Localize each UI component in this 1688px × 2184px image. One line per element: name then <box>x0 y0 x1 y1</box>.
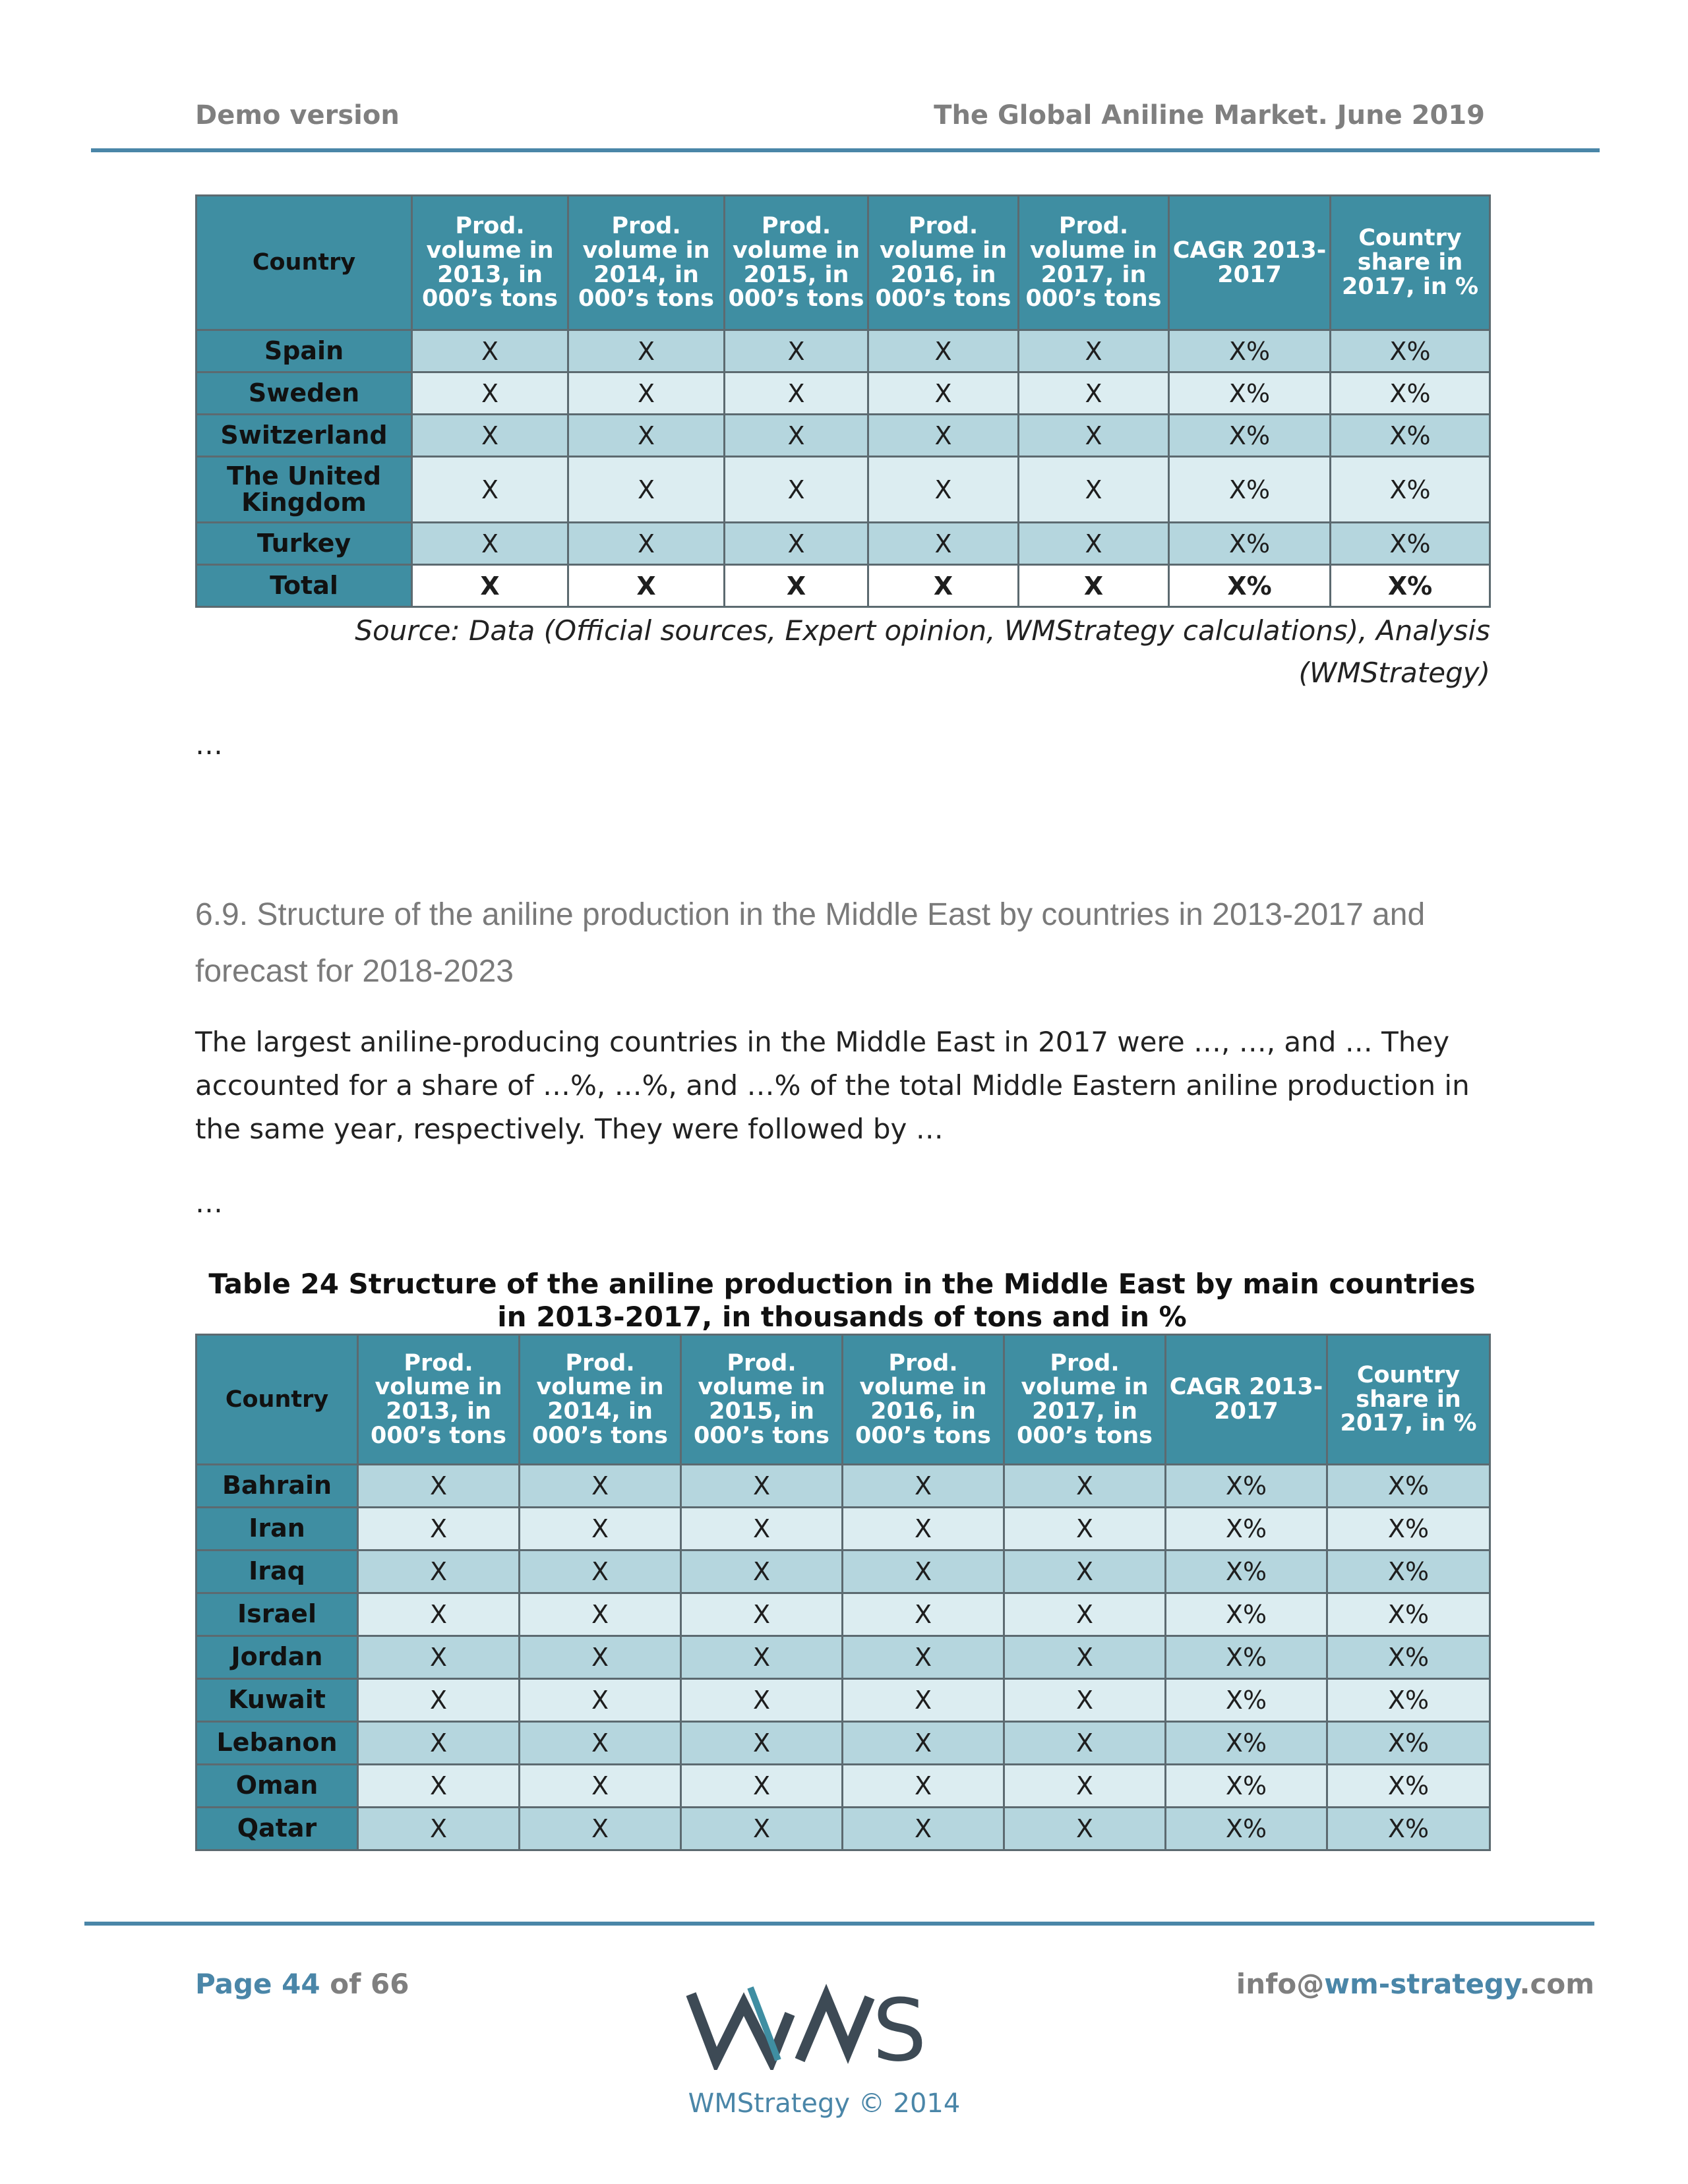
table-cell: X <box>868 415 1019 457</box>
table-cell: X <box>520 1550 681 1593</box>
row-country: Kuwait <box>196 1679 358 1722</box>
table-header-row <box>196 1335 1490 1465</box>
table-cell: X% <box>1331 457 1490 523</box>
table-cell: X <box>358 1465 520 1508</box>
table-cell: X <box>1004 1722 1166 1765</box>
table-cell: X% <box>1331 565 1490 607</box>
header-doc-label: Demo version <box>195 100 400 131</box>
table-cell: X <box>1004 1508 1166 1550</box>
row-country: The United Kingdom <box>196 457 412 523</box>
row-country: Switzerland <box>196 415 412 457</box>
row-country: Iran <box>196 1508 358 1550</box>
table-cell: X <box>681 1636 843 1679</box>
table-cell: X <box>843 1550 1004 1593</box>
section-heading: 6.9. Structure of the aniline production in the Middle East by countries in 2013-2017 and forecast for 2018-2023 <box>195 897 1426 989</box>
table-total-row <box>196 565 1490 607</box>
table-cell: X% <box>1331 523 1490 565</box>
table-cell: X <box>1019 372 1169 415</box>
table-cell: X% <box>1327 1679 1490 1722</box>
table-cell: X <box>681 1722 843 1765</box>
column-header: Prod. volume in 2016, in 000’s tons <box>868 196 1019 330</box>
table-cell: X% <box>1169 415 1331 457</box>
row-country: Israel <box>196 1593 358 1636</box>
row-country: Spain <box>196 330 412 372</box>
table-row <box>196 1508 1490 1550</box>
wms-logo-mark <box>684 1978 961 2070</box>
table-cell: X <box>520 1722 681 1765</box>
row-country: Oman <box>196 1765 358 1808</box>
table-cell: X% <box>1327 1550 1490 1593</box>
table-cell: X <box>868 372 1019 415</box>
table-row <box>196 1550 1490 1593</box>
column-header: Prod. volume in 2013, in 000’s tons <box>412 196 568 330</box>
table-cell: X <box>725 565 868 607</box>
table-cell: X <box>868 457 1019 523</box>
column-header: Prod. volume in 2014, in 000’s tons <box>568 196 725 330</box>
email-user: info@ <box>1236 1968 1325 2000</box>
table-cell: X <box>358 1722 520 1765</box>
column-header: Prod. volume in 2015, in 000’s tons <box>681 1335 843 1465</box>
table-cell: X <box>725 457 868 523</box>
column-header: Prod. volume in 2016, in 000’s tons <box>843 1335 1004 1465</box>
table-cell: X% <box>1169 330 1331 372</box>
email-domain: wm-strategy <box>1324 1968 1520 2000</box>
ellipsis: … <box>195 728 223 761</box>
footer-divider <box>84 1922 1594 1926</box>
row-country: Iraq <box>196 1550 358 1593</box>
table-cell: X% <box>1331 330 1490 372</box>
row-country: Turkey <box>196 523 412 565</box>
table-cell: X% <box>1166 1593 1327 1636</box>
row-country: Lebanon <box>196 1722 358 1765</box>
section-paragraph: The largest aniline-producing countries in the Middle East in 2017 were …, …, and … They accounted for a share of …%, …%, and …% of the total Middle Eastern aniline production in the same year, respectively. They were followed by … <box>195 1026 1470 1145</box>
table-cell: X <box>358 1636 520 1679</box>
table-cell: X% <box>1166 1722 1327 1765</box>
table-cell: X% <box>1331 372 1490 415</box>
table-cell: X <box>1019 565 1169 607</box>
table-cell: X <box>412 523 568 565</box>
table-cell: X <box>1019 523 1169 565</box>
table-cell: X <box>868 330 1019 372</box>
header-report-title: The Global Aniline Market. June 2019 <box>934 100 1485 131</box>
table-cell: X <box>843 1679 1004 1722</box>
table-row <box>196 415 1490 457</box>
table-cell: X <box>520 1679 681 1722</box>
table-cell: X <box>1004 1679 1166 1722</box>
table-cell: X <box>412 330 568 372</box>
table-cell: X <box>1004 1465 1166 1508</box>
row-country: Bahrain <box>196 1465 358 1508</box>
table-cell: X <box>1019 330 1169 372</box>
table-cell: X <box>568 372 725 415</box>
table-cell: X <box>1004 1593 1166 1636</box>
table-cell: X <box>568 523 725 565</box>
table-cell: X <box>725 523 868 565</box>
email-tld: .com <box>1519 1968 1594 2000</box>
table-cell: X <box>681 1465 843 1508</box>
table-cell: X% <box>1166 1550 1327 1593</box>
table-cell: X <box>412 415 568 457</box>
table-cell: X <box>520 1808 681 1850</box>
table-europe-production <box>195 194 1491 608</box>
table-cell: X <box>568 565 725 607</box>
table-cell: X <box>568 330 725 372</box>
table-cell: X <box>412 457 568 523</box>
table-row <box>196 1636 1490 1679</box>
table-cell: X% <box>1169 565 1331 607</box>
table-cell: X <box>1004 1765 1166 1808</box>
ellipsis: … <box>195 1187 223 1219</box>
table-cell: X% <box>1166 1765 1327 1808</box>
table-cell: X% <box>1327 1765 1490 1808</box>
table-cell: X% <box>1327 1465 1490 1508</box>
table-cell: X <box>1019 415 1169 457</box>
column-header: CAGR 2013-2017 <box>1166 1335 1327 1465</box>
contact-email[interactable] <box>1236 1968 1594 2000</box>
header-divider <box>91 148 1600 152</box>
table-cell: X% <box>1166 1508 1327 1550</box>
table-cell: X% <box>1327 1593 1490 1636</box>
table-cell: X <box>725 330 868 372</box>
column-header: Prod. volume in 2017, in 000’s tons <box>1019 196 1169 330</box>
column-header: Country <box>196 1335 358 1465</box>
table-cell: X <box>412 372 568 415</box>
copyright-text: WMStrategy © 2014 <box>688 2088 961 2119</box>
table-cell: X <box>520 1593 681 1636</box>
table-cell: X <box>1004 1550 1166 1593</box>
table-cell: X <box>358 1808 520 1850</box>
table-cell: X% <box>1327 1808 1490 1850</box>
column-header: Prod. volume in 2013, in 000’s tons <box>358 1335 520 1465</box>
table-cell: X <box>725 415 868 457</box>
table-cell: X <box>868 565 1019 607</box>
table-cell: X% <box>1169 523 1331 565</box>
table-cell: X <box>681 1550 843 1593</box>
table-row <box>196 330 1490 372</box>
table-cell: X <box>358 1508 520 1550</box>
table-cell: X% <box>1166 1679 1327 1722</box>
table-cell: X <box>681 1508 843 1550</box>
table-cell: X <box>843 1508 1004 1550</box>
table-cell: X <box>868 523 1019 565</box>
table-row <box>196 523 1490 565</box>
table-cell: X% <box>1169 457 1331 523</box>
table-cell: X <box>681 1765 843 1808</box>
table-cell: X% <box>1331 415 1490 457</box>
wms-logo <box>684 1978 961 2070</box>
table-cell: X <box>520 1765 681 1808</box>
table-caption: Table 24 Structure of the aniline production in the Middle East by main countries in 2013-2017, in thousands of tons and in % <box>208 1268 1476 1333</box>
page-total: 66 <box>371 1968 409 2000</box>
table-cell: X <box>725 372 868 415</box>
row-country: Total <box>196 565 412 607</box>
table-cell: X <box>843 1636 1004 1679</box>
table-row <box>196 372 1490 415</box>
table-cell: X <box>412 565 568 607</box>
table-cell: X <box>681 1679 843 1722</box>
column-header: Country <box>196 196 412 330</box>
table-cell: X% <box>1169 372 1331 415</box>
table-cell: X <box>520 1636 681 1679</box>
table-cell: X <box>843 1808 1004 1850</box>
column-header: Prod. volume in 2014, in 000’s tons <box>520 1335 681 1465</box>
row-country: Qatar <box>196 1808 358 1850</box>
table-cell: X% <box>1327 1636 1490 1679</box>
table-row <box>196 1765 1490 1808</box>
table-cell: X <box>358 1550 520 1593</box>
column-header: Prod. volume in 2015, in 000’s tons <box>725 196 868 330</box>
table-cell: X <box>681 1593 843 1636</box>
table-cell: X <box>568 415 725 457</box>
table-cell: X <box>1019 457 1169 523</box>
table-cell: X <box>358 1593 520 1636</box>
table-row <box>196 1465 1490 1508</box>
table-cell: X <box>1004 1808 1166 1850</box>
logo-letter-s: S <box>872 1980 927 2070</box>
page-number <box>195 1968 409 2000</box>
table-cell: X% <box>1327 1508 1490 1550</box>
table-cell: X <box>520 1508 681 1550</box>
column-header: CAGR 2013-2017 <box>1169 196 1331 330</box>
table-cell: X <box>843 1765 1004 1808</box>
table-row <box>196 1679 1490 1722</box>
table-cell: X <box>843 1465 1004 1508</box>
table-cell: X% <box>1327 1722 1490 1765</box>
column-header: Prod. volume in 2017, in 000’s tons <box>1004 1335 1166 1465</box>
table-cell: X% <box>1166 1636 1327 1679</box>
page-current: 44 <box>282 1968 320 2000</box>
table-cell: X% <box>1166 1465 1327 1508</box>
table-cell: X <box>520 1465 681 1508</box>
page-label: Page <box>195 1968 272 2000</box>
table-cell: X <box>843 1593 1004 1636</box>
table-cell: X <box>681 1808 843 1850</box>
table-row <box>196 457 1490 523</box>
table-row <box>196 1593 1490 1636</box>
table-cell: X <box>358 1765 520 1808</box>
column-header: Country share in 2017, in % <box>1331 196 1490 330</box>
table-middle-east-production <box>195 1334 1491 1851</box>
table-cell: X <box>843 1722 1004 1765</box>
row-country: Jordan <box>196 1636 358 1679</box>
column-header: Country share in 2017, in % <box>1327 1335 1490 1465</box>
table-cell: X <box>568 457 725 523</box>
page-of: of <box>330 1968 361 2000</box>
table-row <box>196 1808 1490 1850</box>
row-country: Sweden <box>196 372 412 415</box>
table-header-row <box>196 196 1490 330</box>
table-cell: X <box>1004 1636 1166 1679</box>
table-cell: X% <box>1166 1808 1327 1850</box>
table-cell: X <box>358 1679 520 1722</box>
table-source-note: Source: Data (Official sources, Expert opinion, WMStrategy calculations), Analysis (WMStrategy) <box>355 614 1490 689</box>
table-row <box>196 1722 1490 1765</box>
